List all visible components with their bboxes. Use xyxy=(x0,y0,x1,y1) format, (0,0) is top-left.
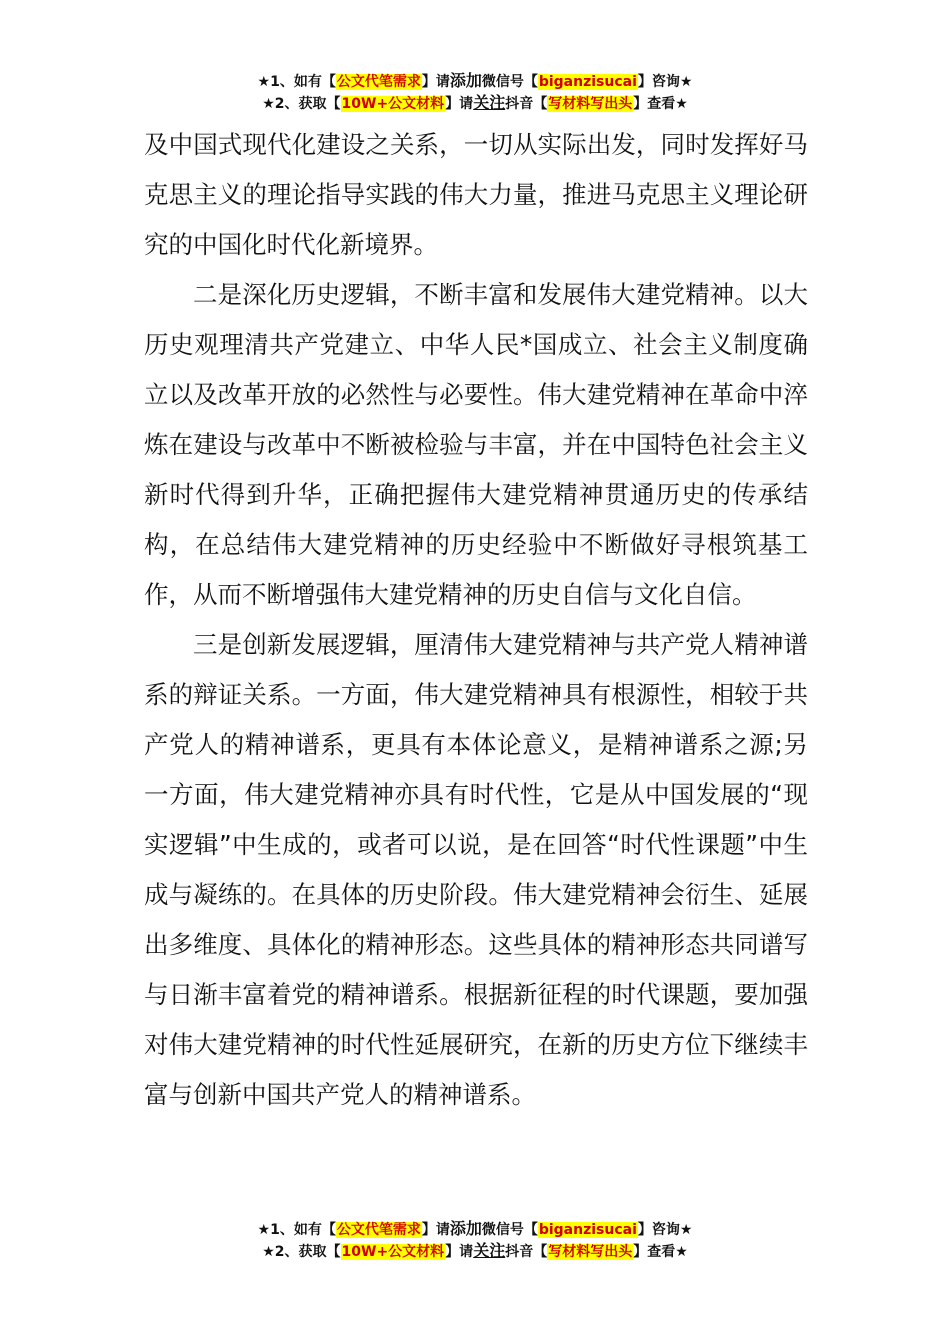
promo-text: 】请 xyxy=(445,96,474,112)
promo-text: 】请 xyxy=(445,1244,474,1260)
header-promo-line-1 xyxy=(0,70,950,92)
document-body xyxy=(144,120,808,1120)
promo-text: ★2、获取【 xyxy=(262,1244,341,1260)
promo-highlight: 10W+公文材料 xyxy=(341,96,445,112)
promo-emphasis: 添加 xyxy=(449,1219,482,1238)
promo-emphasis: 关注 xyxy=(473,93,506,112)
paragraph-2: 二是深化历史逻辑，不断丰富和发展伟大建党精神。以大历史观理清共产党建立、中华人民*国成立、社会主义制度确立以及改革开放的必然性与必要性。伟大建党精神在革命中淬炼在建设与改革中不断被检验与丰富，并在中国特色社会主义新时代得到升华，正确把握伟大建党精神贯通历史的传承结构，在总结伟大建党精神的历史经验中不断做好寻根筑基工作，从而不断增强伟大建党精神的历史自信与文化自信。 xyxy=(144,280,808,609)
promo-text: 】查看★ xyxy=(633,96,688,112)
footer-promo-line-1 xyxy=(0,1218,950,1240)
footer-promo-banner xyxy=(0,1218,950,1262)
promo-emphasis: 添加 xyxy=(449,71,482,90)
promo-text: ★1、如有【 xyxy=(257,1222,336,1238)
promo-highlight: 公文代笔需求 xyxy=(336,74,421,90)
promo-text: 微信号【 xyxy=(481,74,538,90)
promo-wechat-id: biganzisucai xyxy=(538,1222,637,1238)
promo-text: 抖音【 xyxy=(505,96,548,112)
promo-text: ★1、如有【 xyxy=(257,74,336,90)
promo-text: 微信号【 xyxy=(481,1222,538,1238)
promo-douyin-id: 写材料写出头 xyxy=(548,96,633,112)
paragraph-1: 及中国式现代化建设之关系，一切从实际出发，同时发挥好马克思主义的理论指导实践的伟大力量，推进马克思主义理论研究的中国化时代化新境界。 xyxy=(144,130,808,259)
promo-text: 】请 xyxy=(421,1222,450,1238)
header-promo-banner xyxy=(0,70,950,114)
promo-text: 】请 xyxy=(421,74,450,90)
promo-text: 抖音【 xyxy=(505,1244,548,1260)
promo-douyin-id: 写材料写出头 xyxy=(548,1244,633,1260)
footer-promo-line-2 xyxy=(0,1240,950,1262)
promo-text: 】咨询★ xyxy=(637,1222,693,1238)
promo-highlight: 10W+公文材料 xyxy=(341,1244,445,1260)
promo-text: 】咨询★ xyxy=(637,74,693,90)
header-promo-line-2 xyxy=(0,92,950,114)
promo-highlight: 公文代笔需求 xyxy=(336,1222,421,1238)
promo-emphasis: 关注 xyxy=(473,1241,506,1260)
promo-text: 】查看★ xyxy=(633,1244,688,1260)
paragraph-3: 三是创新发展逻辑，厘清伟大建党精神与共产党人精神谱系的辩证关系。一方面，伟大建党精神具有根源性，相较于共产党人的精神谱系，更具有本体论意义，是精神谱系之源;另一方面，伟大建党精神亦具有时代性，它是从中国发展的“现实逻辑”中生成的，或者可以说，是在回答“时代性课题”中生成与凝练的。在具体的历史阶段。伟大建党精神会衍生、延展出多维度、具体化的精神形态。这些具体的精神形态共同谱写与日渐丰富着党的精神谱系。根据新征程的时代课题，要加强对伟大建党精神的时代性延展研究，在新的历史方位下继续丰富与创新中国共产党人的精神谱系。 xyxy=(144,630,808,1109)
promo-wechat-id: biganzisucai xyxy=(538,74,637,90)
promo-text: ★2、获取【 xyxy=(262,96,341,112)
